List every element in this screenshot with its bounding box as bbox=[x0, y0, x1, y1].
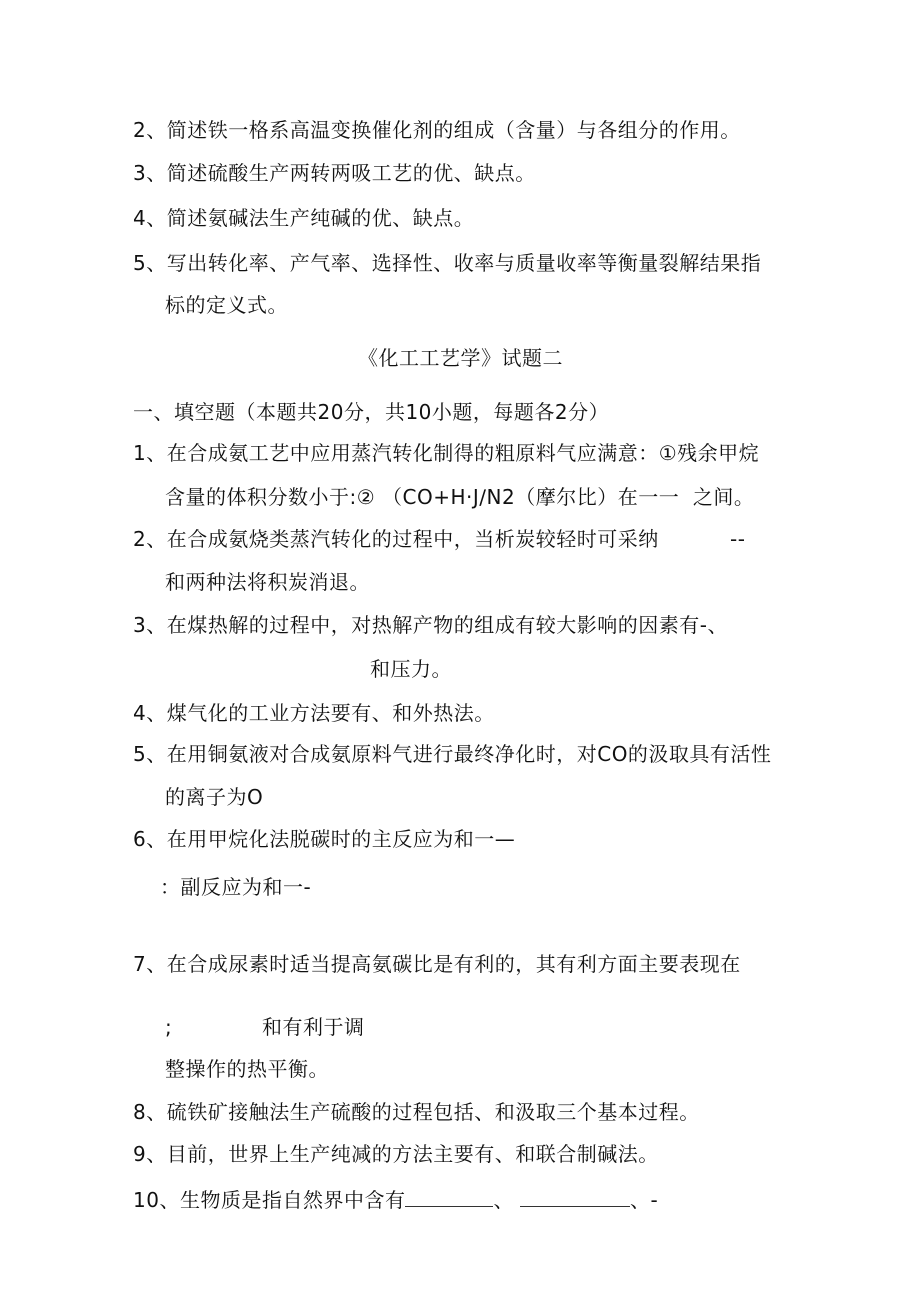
question-3: 3、简述硫酸生产两转两吸工艺的优、缺点。 bbox=[133, 161, 536, 185]
fill-q9: 9、目前，世界上生产纯减的方法主要有、和联合制碱法。 bbox=[133, 1142, 659, 1166]
fill-q7-line2-semicolon: ; bbox=[165, 1015, 173, 1039]
fill-q3-line1: 3、在煤热解的过程中，对热解产物的组成有较大影响的因素有-、 bbox=[133, 613, 728, 637]
answer-blank[interactable] bbox=[520, 1206, 630, 1207]
question-5-line1: 5、写出转化率、产气率、选择性、收率与质量收率等衡量裂解结果指 bbox=[133, 251, 762, 275]
fill-q1-line1: 1、在合成氨工艺中应用蒸汽转化制得的粗原料气应满意：①残余甲烷 bbox=[133, 441, 760, 465]
fill-q5-line2: 的离子为O bbox=[165, 785, 264, 809]
fill-q6-line1: 6、在用甲烷化法脱碳时的主反应为和一— bbox=[133, 827, 516, 851]
fill-q10-text: 10、生物质是指自然界中含有 bbox=[133, 1188, 406, 1212]
question-2: 2、简述铁一格系高温变换催化剂的组成（含量）与各组分的作用。 bbox=[133, 118, 741, 142]
fill-q10 bbox=[133, 1187, 658, 1213]
question-5-line2: 标的定义式。 bbox=[165, 293, 288, 317]
fill-q2-line2: 和两种法将积炭消退。 bbox=[165, 570, 370, 594]
fill-q7-line2: 和有利于调 bbox=[262, 1015, 365, 1039]
fill-q6-line2: ：副反应为和一- bbox=[160, 875, 312, 899]
fill-q7-line1: 7、在合成尿素时适当提高氨碳比是有利的，其有利方面主要表现在 bbox=[133, 952, 741, 976]
fill-q10-separator: 、 bbox=[493, 1188, 514, 1212]
section-header: 一、填空题（本题共20分，共10小题，每题各2分） bbox=[133, 400, 610, 424]
fill-q10-separator: 、- bbox=[629, 1188, 659, 1212]
fill-q8: 8、硫铁矿接触法生产硫酸的过程包括、和汲取三个基本过程。 bbox=[133, 1100, 700, 1124]
fill-q2-line1: 2、在合成氨烧类蒸汽转化的过程中，当析炭较轻时可采纳 bbox=[133, 527, 659, 551]
answer-blank[interactable] bbox=[405, 1206, 493, 1207]
question-4: 4、简述氨碱法生产纯碱的优、缺点。 bbox=[133, 206, 475, 230]
fill-q5-line1: 5、在用铜氨液对合成氨原料气进行最终净化时，对CO的汲取具有活性 bbox=[133, 742, 772, 766]
fill-q4: 4、煤气化的工业方法要有、和外热法。 bbox=[133, 701, 495, 725]
fill-q7-line3: 整操作的热平衡。 bbox=[165, 1057, 329, 1081]
fill-q1-line2: 含量的体积分数小于:② （CO+H·J∕N2（摩尔比）在一一 之间。 bbox=[165, 485, 755, 509]
fill-q3-line2: 和压力。 bbox=[370, 657, 452, 681]
exam-title: 《化工工艺学》试题二 bbox=[358, 346, 563, 370]
fill-q2-dash: -- bbox=[730, 527, 746, 551]
